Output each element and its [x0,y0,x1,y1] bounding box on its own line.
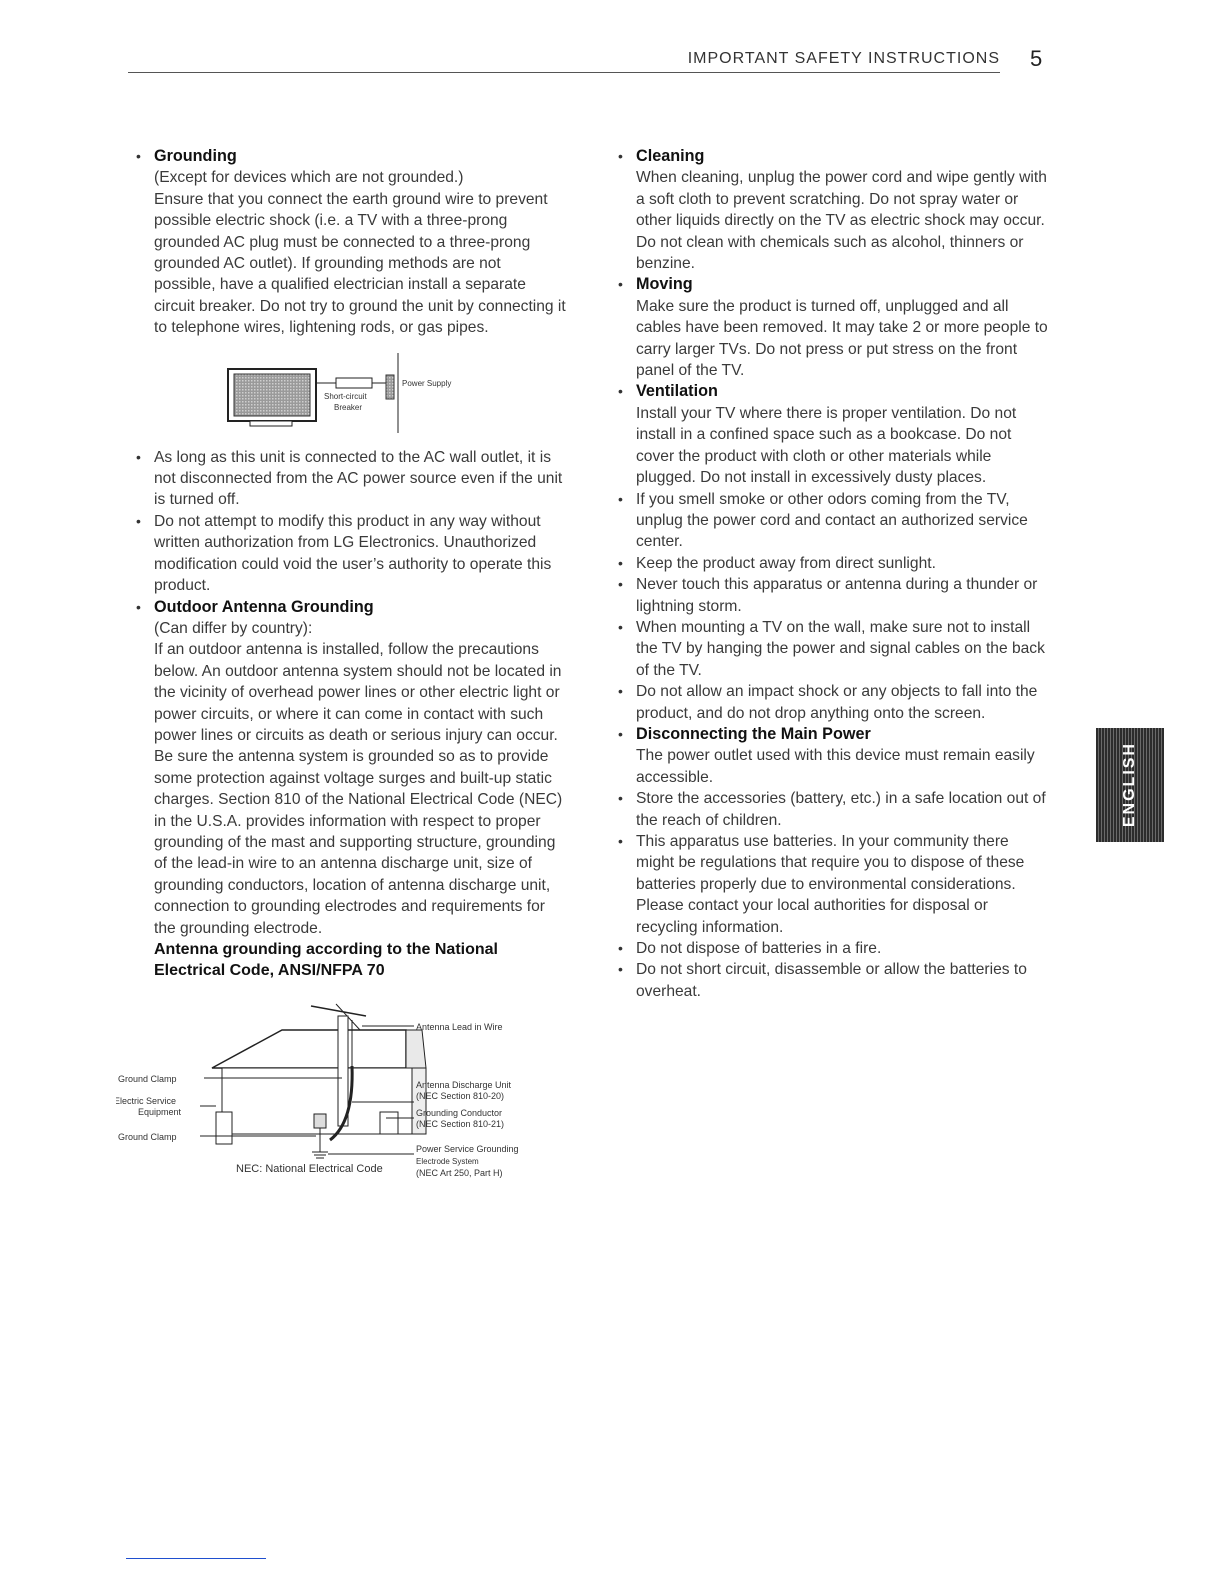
section-text: When mounting a TV on the wall, make sure not to install the TV by hanging the power and signal cables on the back of the TV. [636,618,1045,679]
diagram-label: (NEC Art 250, Part H) [416,1167,503,1178]
list-item [618,617,1048,681]
list-item-ventilation [618,381,1048,488]
list-item-disconnect [618,724,1048,788]
list-item [136,447,566,511]
bullet-icon: • [618,833,623,849]
section-subheading: Antenna grounding according to the National Electrical Code, ANSI/NFPA 70 [154,941,498,980]
diagram-label: Antenna Discharge Unit [416,1079,512,1090]
diagram-label: Electric Service [116,1095,177,1106]
section-text: Do not attempt to modify this product in any way without written authorization from LG Electronics. Unauthorized modification could void the user’s authority to operate this product. [154,512,552,595]
list-item [618,938,1048,959]
left-column [116,146,566,1192]
antenna-illustration [116,1002,556,1192]
breaker-label: Breaker [334,402,363,412]
nec-note: NEC: National Electrical Code [236,1162,383,1175]
list-item [618,489,1048,553]
breaker-label: Short-circuit [324,391,367,401]
bullet-icon: • [618,276,623,293]
section-text: The power outlet used with this device must remain easily accessible. [636,747,1035,786]
diagram-label: Antenna Lead in Wire [416,1021,503,1032]
section-text: Store the accessories (battery, etc.) in a safe location out of the reach of children. [636,790,1046,829]
bullet-icon: • [618,725,623,742]
section-text: When cleaning, unplug the power cord and wipe gently with a soft cloth to prevent scratching. Do not spray water or other liquids directly on the TV as electric shock may occur. Do not clean with chemicals such as alcohol, thinners or benzine. [636,169,1047,273]
diagram-label: (NEC Section 810-21) [416,1118,505,1129]
list-item-moving [618,274,1048,381]
section-text: Install your TV where there is proper ventilation. Do not install in a confined space such as a bookcase. Do not cover the product with cloth or other materials while plugged. Do not install in excessively dusty places. [636,404,1017,487]
tv-breaker-illustration [212,353,472,435]
bullet-icon: • [136,148,141,164]
list-item-cleaning [618,146,1048,274]
section-text: Keep the product away from direct sunlight. [636,554,936,572]
diagram-label: Ground Clamp [118,1131,177,1142]
list-item-antenna [136,597,566,982]
section-text: Do not allow an impact shock or any objects to fall into the product, and do not drop anything onto the screen. [636,683,1038,722]
section-text: Ensure that you connect the earth ground wire to prevent possible electric shock (i.e. a TV with a three-prong grounded AC plug must be connected to a three-prong grounded AC outlet). If grounding methods are not possible, have a qualified electrician install a separate circuit breaker. Do not try to ground the unit by connecting it to telephone wires, lightening rods, or gas pipes. [154,190,566,337]
bullet-icon: • [618,618,623,635]
list-item [618,831,1048,938]
language-tab [1096,728,1164,842]
list-item [618,681,1048,724]
list-item [136,511,566,597]
antenna-grounding-diagram [116,1002,556,1192]
bullet-icon: • [618,576,623,593]
page-number: 5 [1030,46,1043,71]
diagram-label: Power Service Grounding [416,1143,519,1154]
diagram-label: Electrode System [416,1156,479,1166]
list-item [618,959,1048,1002]
list-item [618,574,1048,617]
diagram-label: Grounding Conductor [416,1107,503,1118]
diagram-label: Ground Clamp [118,1073,177,1084]
list-item [618,788,1048,831]
section-text: Do not dispose of batteries in a fire. [636,940,882,958]
bullet-icon: • [136,448,141,465]
diagram-label: Equipment [138,1106,182,1117]
section-text: (Except for devices which are not grounded.) [154,169,464,187]
section-text: Do not short circuit, disassemble or allow the batteries to overheat. [636,961,1027,1000]
section-heading: Grounding [154,147,237,165]
section-text: (Can differ by country): [154,619,313,637]
footer-divider [126,1558,266,1559]
list-item [618,553,1048,574]
grounding-diagram [212,353,472,435]
section-text: Make sure the product is turned off, unplugged and all cables have been removed. It may take 2 or more people to carry larger TVs. Do not press or put stress on the front panel of the TV. [636,297,1048,380]
section-text: As long as this unit is connected to the AC wall outlet, it is not disconnected from the AC power source even if the unit is turned off. [154,448,563,509]
section-text: If you smell smoke or other odors coming from the TV, unplug the power cord and contact an authorized service center. [636,490,1028,551]
section-heading: Cleaning [636,147,705,165]
diagram-label: (NEC Section 810-20) [416,1090,505,1101]
power-supply-label: Power Supply [402,378,452,388]
bullet-icon: • [618,790,623,807]
header-divider [128,72,1000,73]
bullet-icon: • [618,383,623,400]
section-heading: Moving [636,275,693,294]
right-column [618,146,1048,1002]
bullet-icon: • [618,683,623,700]
bullet-icon: • [618,961,623,978]
language-tab-label: ENGLISH [1121,742,1138,828]
section-text: Never touch this apparatus or antenna during a thunder or lightning storm. [636,576,1038,615]
bullet-icon: • [618,554,623,571]
section-heading: Disconnecting the Main Power [636,724,871,743]
section-heading: Outdoor Antenna Grounding [154,597,374,616]
section-heading: Ventilation [636,382,718,401]
bullet-icon: • [136,598,141,615]
page-header-title: IMPORTANT SAFETY INSTRUCTIONS [687,50,1000,67]
bullet-icon: • [136,512,141,529]
list-item-grounding [136,146,566,339]
section-text: This apparatus use batteries. In your community there might be regulations that require you to dispose of these batteries properly due to environmental considerations. Please contact your local authorities for disposal or recycling information. [636,833,1025,936]
bullet-icon: • [618,148,623,164]
bullet-icon: • [618,940,623,957]
bullet-icon: • [618,490,623,507]
section-text: If an outdoor antenna is installed, follow the precautions below. An outdoor antenna system should not be located in the vicinity of overhead power lines or other electric light or power circuits, or where it can come in contact with such power lines or circuits as death or serious injury can occur. Be sure the antenna system is grounded so as to provide some protection against voltage surges and built-up static charges. Section 810 of the National Electrical Code (NEC) in the U.S.A. provides information with respect to proper grounding of the mast and supporting structure, grounding of the lead-in wire to an antenna discharge unit, size of grounding conductors, location of antenna discharge unit, connection to grounding electrodes and requirements for the grounding electrode. [154,641,563,937]
